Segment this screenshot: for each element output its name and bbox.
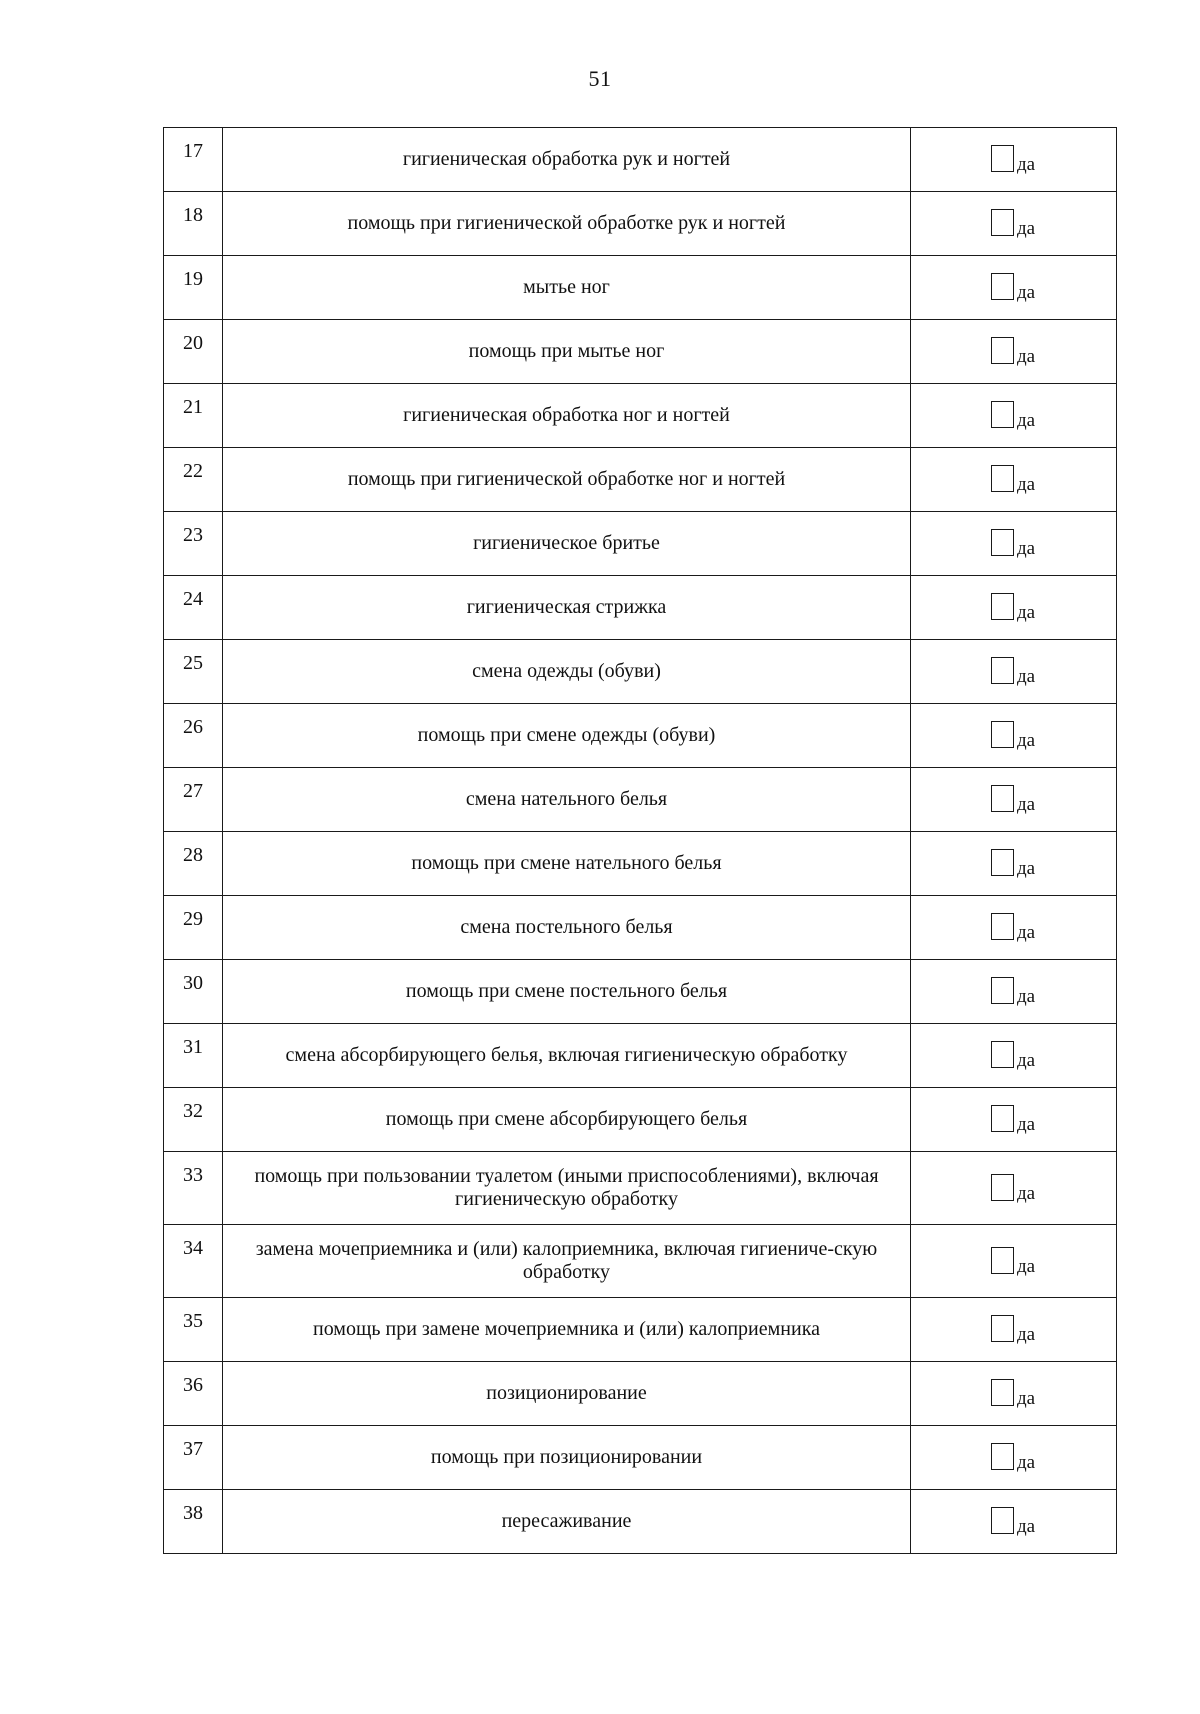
service-description bbox=[223, 1024, 911, 1088]
yes-option[interactable] bbox=[991, 209, 1036, 239]
yes-checkbox[interactable] bbox=[991, 721, 1014, 748]
service-description-text: смена абсорбирующего белья, включая гигиеническую обработку bbox=[285, 1044, 848, 1066]
service-description-text: помощь при гигиенической обработке ног и ногтей bbox=[347, 468, 786, 490]
service-description bbox=[223, 384, 911, 448]
table-row bbox=[164, 960, 1117, 1024]
service-description bbox=[223, 320, 911, 384]
row-number: 31 bbox=[164, 1024, 223, 1088]
yes-label: да bbox=[1017, 1182, 1036, 1204]
yes-label: да bbox=[1017, 1388, 1036, 1409]
row-number: 19 bbox=[164, 256, 223, 320]
yes-label: да bbox=[1017, 730, 1036, 751]
service-description-text: помощь при смене абсорбирующего белья bbox=[385, 1108, 748, 1130]
yes-option[interactable] bbox=[991, 593, 1036, 623]
yes-option[interactable] bbox=[991, 1507, 1036, 1537]
yes-checkbox[interactable] bbox=[991, 913, 1014, 940]
service-description-text: мытье ног bbox=[523, 276, 610, 298]
answer-cell bbox=[911, 512, 1117, 576]
row-number: 37 bbox=[164, 1426, 223, 1490]
service-description bbox=[223, 1362, 911, 1426]
yes-checkbox[interactable] bbox=[991, 785, 1014, 812]
yes-checkbox[interactable] bbox=[991, 1507, 1014, 1534]
answer-cell bbox=[911, 768, 1117, 832]
yes-checkbox[interactable] bbox=[991, 209, 1014, 236]
yes-label: да bbox=[1017, 602, 1036, 623]
table-row bbox=[164, 448, 1117, 512]
table-row bbox=[164, 256, 1117, 320]
table-row bbox=[164, 320, 1117, 384]
row-number: 36 bbox=[164, 1362, 223, 1426]
yes-checkbox[interactable] bbox=[991, 1174, 1014, 1201]
row-number: 24 bbox=[164, 576, 223, 640]
row-number: 23 bbox=[164, 512, 223, 576]
yes-label: да bbox=[1017, 1516, 1036, 1537]
table-row bbox=[164, 1088, 1117, 1152]
service-description bbox=[223, 704, 911, 768]
service-description bbox=[223, 192, 911, 256]
yes-option[interactable] bbox=[991, 1315, 1036, 1345]
yes-checkbox[interactable] bbox=[991, 593, 1014, 620]
page-number: 51 bbox=[588, 66, 612, 91]
service-description-text: смена постельного белья bbox=[460, 916, 673, 938]
row-number: 20 bbox=[164, 320, 223, 384]
row-number: 18 bbox=[164, 192, 223, 256]
row-number: 32 bbox=[164, 1088, 223, 1152]
service-description-text: гигиеническая обработка рук и ногтей bbox=[402, 148, 731, 170]
answer-cell bbox=[911, 256, 1117, 320]
table-row bbox=[164, 192, 1117, 256]
yes-option[interactable] bbox=[991, 785, 1036, 815]
answer-cell bbox=[911, 1088, 1117, 1152]
table-row bbox=[164, 576, 1117, 640]
answer-cell bbox=[911, 960, 1117, 1024]
row-number: 35 bbox=[164, 1298, 223, 1362]
answer-cell bbox=[911, 896, 1117, 960]
yes-checkbox[interactable] bbox=[991, 1443, 1014, 1470]
table-row bbox=[164, 1298, 1117, 1362]
row-number: 27 bbox=[164, 768, 223, 832]
yes-checkbox[interactable] bbox=[991, 657, 1014, 684]
yes-checkbox[interactable] bbox=[991, 337, 1014, 364]
table-row bbox=[164, 640, 1117, 704]
service-description-text: смена одежды (обуви) bbox=[472, 660, 661, 682]
service-description-text: помощь при мытье ног bbox=[468, 340, 665, 362]
yes-option[interactable] bbox=[991, 273, 1036, 303]
service-description-text: помощь при пользовании туалетом (иными приспособлениями), включая гигиеническую обработку bbox=[254, 1165, 879, 1210]
yes-label: да bbox=[1017, 474, 1036, 495]
row-number: 26 bbox=[164, 704, 223, 768]
table-row bbox=[164, 896, 1117, 960]
answer-cell bbox=[911, 1024, 1117, 1088]
yes-option[interactable] bbox=[991, 145, 1036, 175]
service-description-text: помощь при позиционировании bbox=[430, 1446, 703, 1468]
yes-label: да bbox=[1017, 986, 1036, 1007]
table-row bbox=[164, 1426, 1117, 1490]
yes-option[interactable] bbox=[991, 721, 1036, 751]
table-row bbox=[164, 1362, 1117, 1426]
yes-checkbox[interactable] bbox=[991, 1379, 1014, 1406]
yes-option[interactable] bbox=[991, 529, 1036, 559]
answer-cell bbox=[911, 1225, 1117, 1298]
service-description bbox=[223, 256, 911, 320]
yes-label: да bbox=[1017, 346, 1036, 367]
yes-checkbox[interactable] bbox=[991, 401, 1014, 428]
yes-checkbox[interactable] bbox=[991, 977, 1014, 1004]
yes-option[interactable] bbox=[991, 849, 1036, 879]
table-row bbox=[164, 832, 1117, 896]
services-table-body bbox=[164, 128, 1117, 1554]
yes-option[interactable] bbox=[991, 401, 1036, 431]
answer-cell bbox=[911, 128, 1117, 192]
answer-cell bbox=[911, 1490, 1117, 1554]
table-row bbox=[164, 512, 1117, 576]
service-description bbox=[223, 576, 911, 640]
yes-label: да bbox=[1017, 794, 1036, 815]
service-description bbox=[223, 832, 911, 896]
table-row bbox=[164, 1490, 1117, 1554]
row-number: 17 bbox=[164, 128, 223, 192]
row-number: 25 bbox=[164, 640, 223, 704]
row-number: 22 bbox=[164, 448, 223, 512]
yes-label: да bbox=[1017, 1255, 1036, 1277]
yes-checkbox[interactable] bbox=[991, 465, 1014, 492]
yes-label: да bbox=[1017, 282, 1036, 303]
yes-option[interactable] bbox=[991, 1443, 1036, 1473]
answer-cell bbox=[911, 640, 1117, 704]
yes-label: да bbox=[1017, 410, 1036, 431]
service-description bbox=[223, 1225, 911, 1298]
answer-cell bbox=[911, 704, 1117, 768]
service-description bbox=[223, 448, 911, 512]
service-description-text: гигиеническая стрижка bbox=[466, 596, 667, 618]
answer-cell bbox=[911, 448, 1117, 512]
yes-label: да bbox=[1017, 666, 1036, 687]
yes-label: да bbox=[1017, 1452, 1036, 1473]
row-number: 29 bbox=[164, 896, 223, 960]
service-description bbox=[223, 1088, 911, 1152]
yes-option[interactable] bbox=[991, 465, 1036, 495]
answer-cell bbox=[911, 1152, 1117, 1225]
yes-label: да bbox=[1017, 538, 1036, 559]
table-row bbox=[164, 768, 1117, 832]
service-description bbox=[223, 960, 911, 1024]
yes-label: да bbox=[1017, 1114, 1036, 1135]
yes-option[interactable] bbox=[991, 913, 1036, 943]
table-row bbox=[164, 128, 1117, 192]
service-description-text: позиционирование bbox=[486, 1382, 647, 1404]
service-description-text: помощь при смене нательного белья bbox=[411, 852, 722, 874]
yes-option[interactable] bbox=[991, 1174, 1036, 1204]
service-description bbox=[223, 128, 911, 192]
yes-option[interactable] bbox=[991, 1105, 1036, 1135]
answer-cell bbox=[911, 192, 1117, 256]
service-description bbox=[223, 896, 911, 960]
service-description-text: смена нательного белья bbox=[465, 788, 668, 810]
service-description-text: помощь при замене мочеприемника и (или) калоприемника bbox=[312, 1318, 820, 1340]
service-description-text: замена мочеприемника и (или) калоприемника, включая гигиениче-скую обработку bbox=[255, 1238, 878, 1283]
yes-option[interactable] bbox=[991, 1247, 1036, 1277]
answer-cell bbox=[911, 1298, 1117, 1362]
service-description bbox=[223, 512, 911, 576]
yes-label: да bbox=[1017, 922, 1036, 943]
table-row bbox=[164, 704, 1117, 768]
yes-label: да bbox=[1017, 858, 1036, 879]
yes-option[interactable] bbox=[991, 1041, 1036, 1071]
yes-label: да bbox=[1017, 1050, 1036, 1071]
service-description-text: пересаживание bbox=[501, 1510, 632, 1532]
answer-cell bbox=[911, 832, 1117, 896]
yes-option[interactable] bbox=[991, 1379, 1036, 1409]
row-number: 21 bbox=[164, 384, 223, 448]
service-description bbox=[223, 768, 911, 832]
answer-cell bbox=[911, 576, 1117, 640]
table-row bbox=[164, 384, 1117, 448]
yes-option[interactable] bbox=[991, 657, 1036, 687]
yes-checkbox[interactable] bbox=[991, 1041, 1014, 1068]
yes-checkbox[interactable] bbox=[991, 1315, 1014, 1342]
answer-cell bbox=[911, 1426, 1117, 1490]
yes-label: да bbox=[1017, 1324, 1036, 1345]
row-number: 38 bbox=[164, 1490, 223, 1554]
table-row bbox=[164, 1225, 1117, 1298]
yes-checkbox[interactable] bbox=[991, 273, 1014, 300]
yes-option[interactable] bbox=[991, 337, 1036, 367]
service-description bbox=[223, 1490, 911, 1554]
service-description-text: гигиеническая обработка ног и ногтей bbox=[403, 404, 730, 426]
row-number: 34 bbox=[164, 1225, 223, 1298]
yes-checkbox[interactable] bbox=[991, 849, 1014, 876]
yes-label: да bbox=[1017, 218, 1036, 239]
services-table bbox=[163, 127, 1117, 1554]
answer-cell bbox=[911, 1362, 1117, 1426]
service-description-text: помощь при гигиенической обработке рук и ногтей bbox=[347, 212, 786, 234]
yes-checkbox[interactable] bbox=[991, 1105, 1014, 1132]
yes-checkbox[interactable] bbox=[991, 1247, 1014, 1274]
service-description-text: помощь при смене постельного белья bbox=[405, 980, 728, 1002]
service-description bbox=[223, 640, 911, 704]
table-row bbox=[164, 1152, 1117, 1225]
row-number: 30 bbox=[164, 960, 223, 1024]
yes-label: да bbox=[1017, 154, 1036, 175]
yes-checkbox[interactable] bbox=[991, 145, 1014, 172]
service-description bbox=[223, 1426, 911, 1490]
yes-checkbox[interactable] bbox=[991, 529, 1014, 556]
service-description-text: гигиеническое бритье bbox=[473, 532, 660, 554]
yes-option[interactable] bbox=[991, 977, 1036, 1007]
service-description bbox=[223, 1298, 911, 1362]
table-row bbox=[164, 1024, 1117, 1088]
answer-cell bbox=[911, 384, 1117, 448]
service-description-text: помощь при смене одежды (обуви) bbox=[417, 724, 716, 746]
service-description bbox=[223, 1152, 911, 1225]
row-number: 28 bbox=[164, 832, 223, 896]
answer-cell bbox=[911, 320, 1117, 384]
row-number: 33 bbox=[164, 1152, 223, 1225]
